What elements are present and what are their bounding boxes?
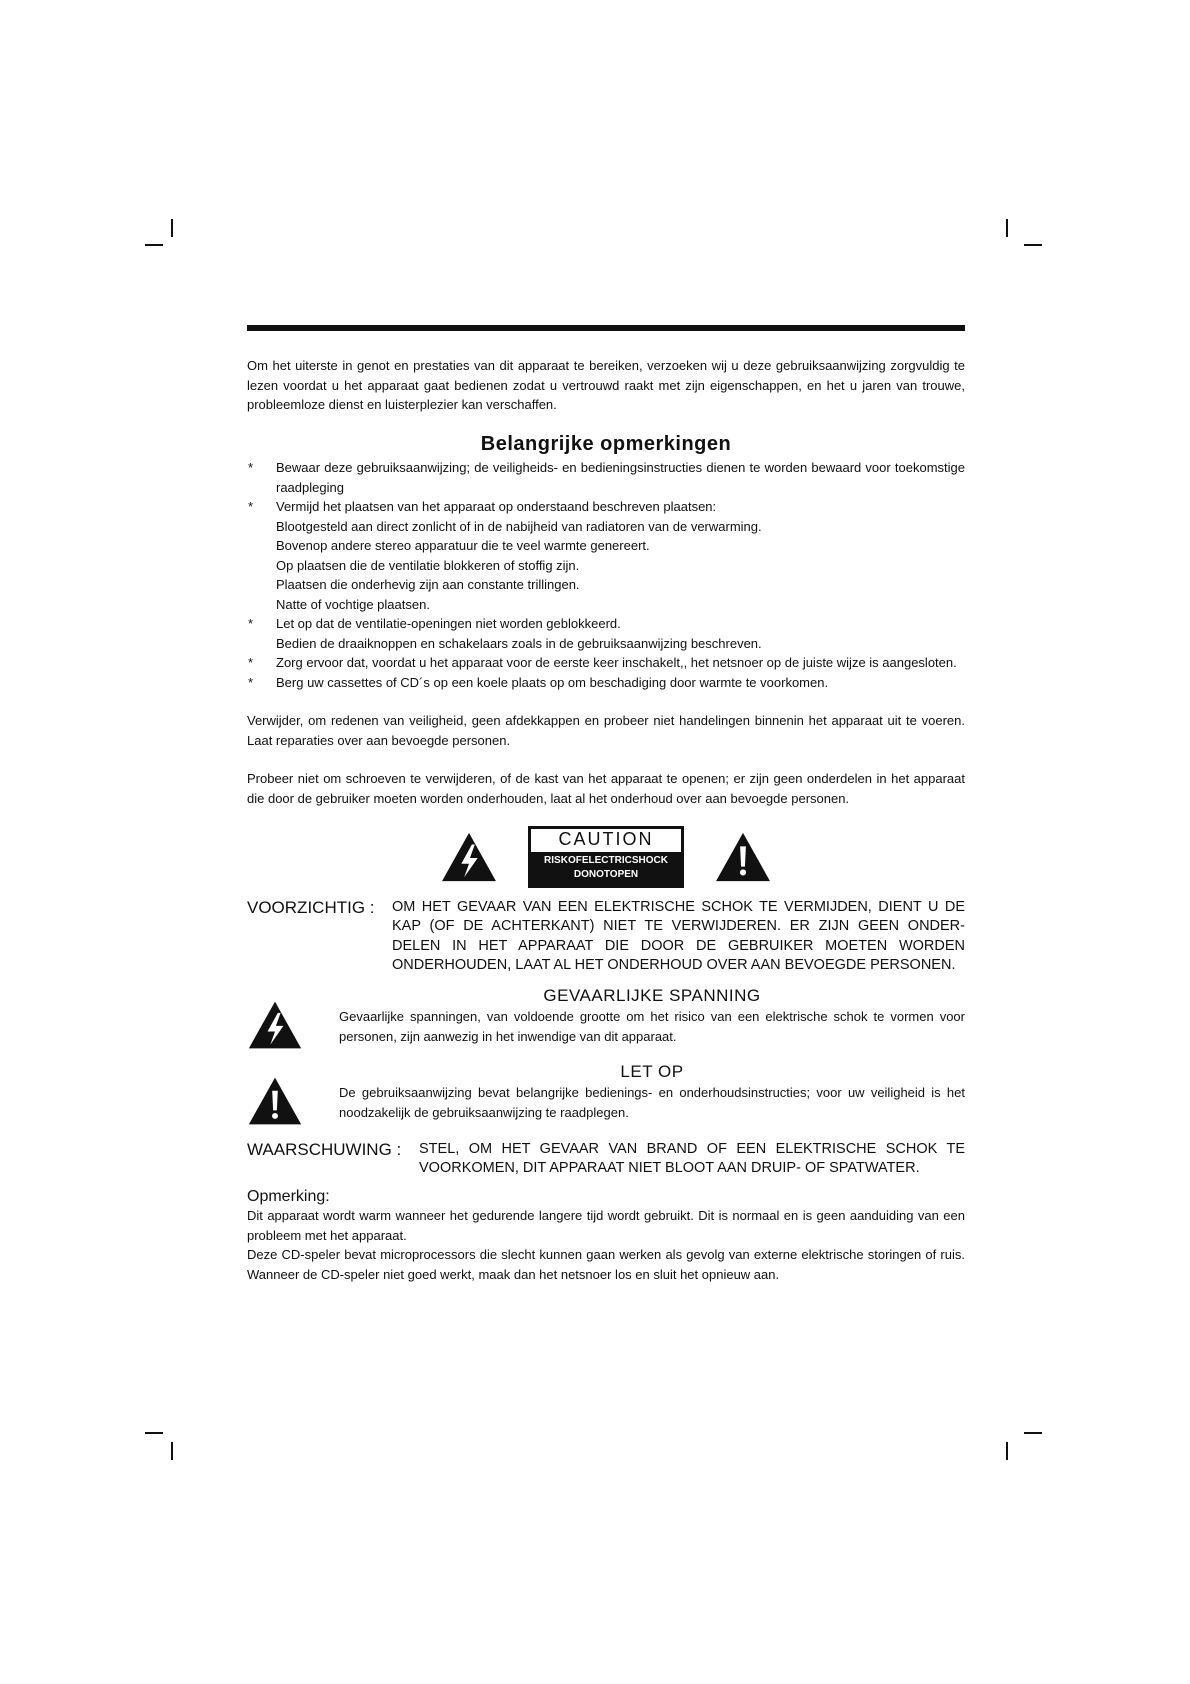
opmerking-paragraph-2: Deze CD-speler bevat microprocessors die slecht kunnen gaan werken als gevolg van externe elektrische storingen of ruis. Wanneer de CD-speler niet goed werkt, maak dan het netsnoer los en sluit het opnieuw aan. <box>247 1247 965 1282</box>
lightning-warning-icon <box>440 831 498 883</box>
note-item: Plaatsen die onderhevig zijn aan constante trillingen. <box>276 577 580 592</box>
crop-mark-top-left-v <box>171 219 173 237</box>
intro-paragraph: Om het uiterste in genot en prestaties van dit apparaat te bereiken, verzoeken wij u deze gebruiksaanwijzing zorgvuldig te lezen voordat u het apparaat gaat bedienen zodat u vertrouwd raakt met zijn eigenschappen, en het u jaren van trouwe, probleemloze dienst en luisterplezier kan verschaffen. <box>247 358 965 412</box>
lightning-warning-icon <box>247 998 303 1052</box>
opmerking-title: Opmerking: <box>247 1187 330 1205</box>
waarschuwing-text: STEL, OM HET GEVAAR VAN BRAND OF EEN ELEKTRISCHE SCHOK TE VOORKOMEN, DIT APPARAAT NIET BLOOT AAN DRUIP- OF SPATWATER. <box>419 1140 965 1176</box>
caution-title: CAUTION <box>558 829 654 849</box>
note-item: Blootgesteld aan direct zonlicht of in de nabijheid van radiatoren van de verwarming. <box>276 518 762 534</box>
page-content <box>247 356 965 1284</box>
caution-label <box>528 826 684 888</box>
note-item: * Vermijd het plaatsen van het apparaat op onderstaand beschreven plaatsen: <box>247 497 965 517</box>
exclamation-warning-icon <box>247 1074 303 1128</box>
spanning-text: Gevaarlijke spanningen, van voldoende grootte om het risico van een elektrische schok te vormen voor personen, zijn aanwezig in het inwendige van dit apparaat. <box>339 1009 965 1044</box>
note-item: Bovenop andere stereo apparatuur die te veel warmte genereert. <box>276 538 650 553</box>
note-item: * Bewaar deze gebruiksaanwijzing; de veiligheids- en bedieningsinstructies dienen te worden bewaard voor toekomstige raadpleging <box>247 458 965 497</box>
caution-line-1: RISKOFELECTRICSHOCK <box>544 854 668 866</box>
caution-line-2: DONOTOPEN <box>573 868 639 880</box>
exclamation-warning-icon <box>714 831 772 883</box>
letop-text: De gebruiksaanwijzing bevat belangrijke bedienings- en onderhoudsinstructies; voor uw veiligheid is het noodzakelijk de gebruiksaanwijzing te raadplegen. <box>339 1085 965 1120</box>
voorzichtig-text: OM HET GEVAAR VAN EEN ELEKTRISCHE SCHOK TE VERMIJDEN, DIENT U DE KAP (OF DE ACHTERKANT) NIET TE VERWIJDEREN. ER ZIJN GEEN ONDER- DELEN IN HET APPARAAT DIE DOOR DE GEBRUIKER MOETEN WORDEN ONDERHOUDEN, LAAT AL HET ONDERHOUD OVER AAN BEVOEGDE PERSONEN. <box>392 898 965 973</box>
note-item: * Let op dat de ventilatie-openingen niet worden geblokkeerd. <box>247 614 965 634</box>
spanning-title: GEVAARLIJKE SPANNING <box>543 985 761 1005</box>
waarschuwing-row <box>247 1140 965 1179</box>
caution-label-row <box>247 826 965 888</box>
letop-title: LET OP <box>620 1061 684 1081</box>
crop-mark-bottom-right-h <box>1024 1432 1042 1434</box>
notes-list <box>247 458 965 692</box>
crop-mark-top-right-h <box>1024 244 1042 246</box>
voorzichtig-label: VOORZICHTIG : <box>247 897 375 917</box>
crop-mark-top-left-h <box>145 244 163 246</box>
note-item: Natte of vochtige plaatsen. <box>276 596 430 612</box>
caution-subtext <box>531 852 681 885</box>
voorzichtig-row <box>247 898 965 976</box>
crop-mark-bottom-right-v <box>1006 1442 1008 1460</box>
letop-block <box>247 1062 965 1128</box>
crop-mark-bottom-left-h <box>145 1432 163 1434</box>
waarschuwing-label: WAARSCHUWING : <box>247 1139 402 1159</box>
header-rule <box>247 325 965 331</box>
note-item: * Zorg ervoor dat, voordat u het apparaat voor de eerste keer inschakelt,, het netsnoer op de juiste wijze is aangesloten. <box>247 653 965 673</box>
note-item: Op plaatsen die de ventilatie blokkeren of stoffig zijn. <box>276 557 580 573</box>
note-item: * Berg uw cassettes of CD´s op een koele plaats op om beschadiging door warmte te voorkomen. <box>247 673 965 693</box>
crop-mark-bottom-left-v <box>171 1442 173 1460</box>
crop-mark-top-right-v <box>1006 219 1008 237</box>
note-item: Bedien de draaiknoppen en schakelaars zoals in de gebruiksaanwijzing beschreven. <box>276 635 762 651</box>
opmerking-paragraph-1: Dit apparaat wordt warm wanneer het gedurende langere tijd wordt gebruikt. Dit is normaal en is geen aanduiding van een probleem met het apparaat. <box>247 1208 965 1243</box>
cover-paragraph: Verwijder, om redenen van veiligheid, geen afdekkappen en probeer niet handelingen binnenin het apparaat uit te voeren. Laat reparaties over aan bevoegde personen. <box>247 713 965 748</box>
notes-heading: Belangrijke opmerkingen <box>480 432 732 455</box>
spanning-block <box>247 986 965 1052</box>
screws-paragraph: Probeer niet om schroeven te verwijderen, of de kast van het apparaat te openen; er zijn geen onderdelen in het apparaat die door de gebruiker moeten worden onderhouden, laat al het onderhoud over aan bevoegde personen. <box>247 771 965 806</box>
